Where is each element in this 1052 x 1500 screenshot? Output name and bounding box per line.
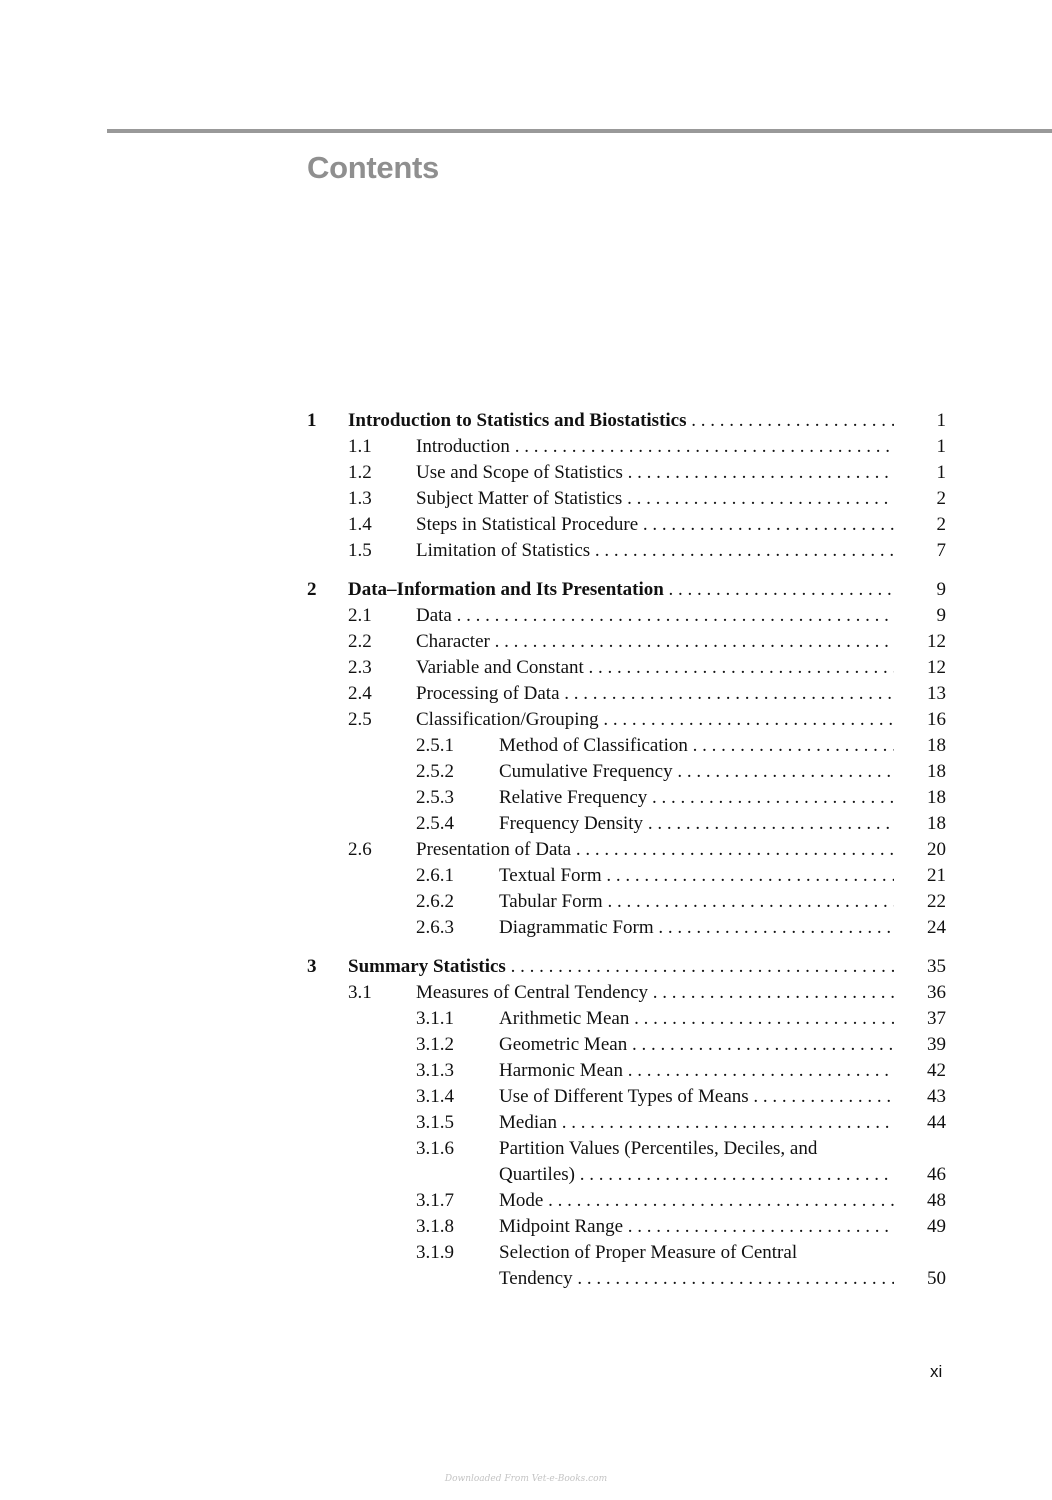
toc-entry-page: 18 — [927, 761, 946, 782]
toc-entry-page: 48 — [927, 1190, 946, 1211]
toc-entry-section[interactable] — [307, 603, 946, 629]
toc-entry-number: 2.6.2 — [416, 891, 454, 912]
leader-dots — [490, 631, 894, 652]
toc-entry-subsection[interactable] — [307, 733, 946, 759]
toc-entry-page: 22 — [927, 891, 946, 912]
leader-dots — [506, 956, 894, 977]
toc-entry-number: 3.1 — [348, 982, 372, 1003]
toc-entry-page: 12 — [927, 631, 946, 652]
leader-dots — [603, 891, 894, 912]
toc-entry-number: 1.3 — [348, 488, 372, 509]
toc-entry-subsection[interactable] — [307, 889, 946, 915]
toc-entry-page: 1 — [936, 410, 946, 431]
toc-entry-chapter[interactable] — [307, 577, 946, 603]
toc-entry-title: Character . . . — [416, 629, 894, 655]
toc-entry-number: 3 — [307, 956, 317, 977]
leader-dots — [452, 605, 894, 626]
toc-entry-title: Classification/Grouping . . . — [416, 707, 894, 733]
toc-entry-page: 18 — [927, 787, 946, 808]
leader-dots — [673, 761, 894, 782]
toc-entry-number: 2.5.2 — [416, 761, 454, 782]
toc-entry-page: 18 — [927, 735, 946, 756]
toc-entry-page: 9 — [936, 605, 946, 626]
toc-entry-title: Selection of Proper Measure of Central — [499, 1242, 798, 1263]
toc-entry-section[interactable] — [307, 629, 946, 655]
toc-entry-title: Variable and Constant . . . — [416, 655, 894, 681]
toc-entry-title: Midpoint Range . . . — [499, 1214, 894, 1240]
toc-entry-page: 13 — [927, 683, 946, 704]
leader-dots — [648, 982, 894, 1003]
toc-entry-title: Summary Statistics . . . — [348, 954, 894, 980]
toc-entry-subsection[interactable] — [307, 811, 946, 837]
leader-dots — [573, 1268, 894, 1289]
toc-entry-number: 2.5.3 — [416, 787, 454, 808]
page-number: xi — [930, 1362, 943, 1381]
toc-entry-page: 1 — [936, 436, 946, 457]
toc-entry-title: Use and Scope of Statistics . . . — [416, 460, 894, 486]
toc-entry-subsection[interactable] — [307, 1032, 946, 1058]
toc-entry-section[interactable] — [307, 486, 946, 512]
table-of-contents — [307, 408, 946, 1292]
toc-entry-title: Steps in Statistical Procedure . . . — [416, 512, 894, 538]
leader-dots — [623, 462, 894, 483]
toc-entry-number: 2.1 — [348, 605, 372, 626]
toc-entry-number: 2.3 — [348, 657, 372, 678]
toc-entry-section[interactable] — [307, 837, 946, 863]
toc-entry-title: Partition Values (Percentiles, Deciles, and — [499, 1138, 818, 1159]
toc-entry-page: 50 — [927, 1268, 946, 1289]
toc-entry-page: 37 — [927, 1008, 946, 1029]
leader-dots — [543, 1190, 894, 1211]
toc-entry-title: Median . . . — [499, 1110, 894, 1136]
toc-entry-subsection[interactable] — [307, 1084, 946, 1110]
toc-entry-number: 1.2 — [348, 462, 372, 483]
toc-entry-section[interactable] — [307, 980, 946, 1006]
toc-entry-section[interactable] — [307, 655, 946, 681]
toc-entry-number: 1.5 — [348, 540, 372, 561]
leader-dots — [599, 709, 894, 730]
toc-entry-title: Arithmetic Mean . . . — [499, 1006, 894, 1032]
toc-entry-page: 36 — [927, 982, 946, 1003]
page-title: Contents — [307, 150, 439, 185]
toc-entry-chapter[interactable] — [307, 408, 946, 434]
toc-entry-page: 21 — [927, 865, 946, 886]
toc-entry-title: Data . . . — [416, 603, 894, 629]
leader-dots — [623, 1060, 894, 1081]
top-rule — [107, 129, 1052, 133]
toc-entry-number: 2.6.3 — [416, 917, 454, 938]
leader-dots — [557, 1112, 894, 1133]
toc-entry-number: 3.1.4 — [416, 1086, 454, 1107]
leader-dots — [622, 488, 894, 509]
toc-entry-title-cont: Tendency . . . — [499, 1266, 894, 1292]
leader-dots — [623, 1216, 894, 1237]
toc-entry-number: 1.4 — [348, 514, 372, 535]
toc-entry-number: 2.5.4 — [416, 813, 454, 834]
toc-entry-title: Frequency Density . . . — [499, 811, 894, 837]
toc-entry-title: Presentation of Data . . . — [416, 837, 894, 863]
toc-entry-title: Mode . . . — [499, 1188, 894, 1214]
leader-dots — [638, 514, 894, 535]
leader-dots — [688, 735, 894, 756]
leader-dots — [602, 865, 894, 886]
toc-entry-section[interactable] — [307, 707, 946, 733]
leader-dots — [584, 657, 894, 678]
toc-entry-subsection[interactable] — [307, 1058, 946, 1084]
toc-entry-number: 1 — [307, 410, 317, 431]
toc-entry-page: 43 — [927, 1086, 946, 1107]
toc-entry-page: 18 — [927, 813, 946, 834]
toc-entry-number: 2.2 — [348, 631, 372, 652]
toc-entry-number: 2.6.1 — [416, 865, 454, 886]
toc-entry-chapter[interactable] — [307, 954, 946, 980]
toc-entry-title: Method of Classification . . . — [499, 733, 894, 759]
leader-dots — [571, 839, 894, 860]
toc-entry-subsection[interactable] — [307, 785, 946, 811]
toc-entry-page: 9 — [936, 579, 946, 600]
toc-entry-subsection[interactable] — [307, 1136, 946, 1162]
leader-dots — [647, 787, 894, 808]
leader-dots — [575, 1164, 894, 1185]
toc-entry-page: 42 — [927, 1060, 946, 1081]
toc-entry-section[interactable] — [307, 538, 946, 564]
toc-entry-page: 46 — [927, 1164, 946, 1185]
toc-entry-title-cont: Quartiles) . . . — [499, 1162, 894, 1188]
watermark: Downloaded From Vet-e-Books.com — [444, 1474, 608, 1484]
leader-dots — [627, 1034, 894, 1055]
toc-entry-continuation[interactable] — [307, 1266, 946, 1292]
toc-entry-number: 2.6 — [348, 839, 372, 860]
toc-entry-title: Harmonic Mean . . . — [499, 1058, 894, 1084]
leader-dots — [590, 540, 894, 561]
toc-entry-title: Relative Frequency . . . — [499, 785, 894, 811]
toc-entry-title: Cumulative Frequency . . . — [499, 759, 894, 785]
toc-entry-title: Measures of Central Tendency . . . — [416, 980, 894, 1006]
toc-entry-title: Data–Information and Its Presentation . . . — [348, 577, 894, 603]
toc-entry-title: Introduction . . . — [416, 434, 894, 460]
toc-entry-title: Processing of Data . . . — [416, 681, 894, 707]
toc-entry-page: 7 — [936, 540, 946, 561]
toc-entry-title: Limitation of Statistics . . . — [416, 538, 894, 564]
toc-entry-subsection[interactable] — [307, 1240, 946, 1266]
toc-entry-page: 1 — [936, 462, 946, 483]
toc-entry-page: 12 — [927, 657, 946, 678]
toc-entry-title: Introduction to Statistics and Biostatistics . . . — [348, 408, 894, 434]
toc-entry-subsection[interactable] — [307, 1214, 946, 1240]
leader-dots — [749, 1086, 894, 1107]
toc-entry-number: 3.1.6 — [416, 1138, 454, 1159]
toc-entry-page: 2 — [936, 514, 946, 535]
leader-dots — [687, 410, 894, 431]
toc-entry-section[interactable] — [307, 681, 946, 707]
toc-entry-section[interactable] — [307, 460, 946, 486]
toc-entry-page: 35 — [927, 956, 946, 977]
toc-entry-number: 2.5.1 — [416, 735, 454, 756]
toc-entry-number: 3.1.1 — [416, 1008, 454, 1029]
toc-entry-subsection[interactable] — [307, 1006, 946, 1032]
toc-entry-number: 3.1.7 — [416, 1190, 454, 1211]
toc-entry-number: 2.5 — [348, 709, 372, 730]
toc-entry-number: 3.1.3 — [416, 1060, 454, 1081]
toc-entry-title: Use of Different Types of Means . . . — [499, 1084, 894, 1110]
toc-entry-title: Tabular Form . . . — [499, 889, 894, 915]
toc-entry-subsection[interactable] — [307, 1110, 946, 1136]
leader-dots — [654, 917, 894, 938]
toc-entry-number: 3.1.2 — [416, 1034, 454, 1055]
toc-entry-subsection[interactable] — [307, 915, 946, 941]
toc-entry-page: 20 — [927, 839, 946, 860]
leader-dots — [643, 813, 894, 834]
toc-entry-page: 24 — [927, 917, 946, 938]
toc-entry-number: 2 — [307, 579, 317, 600]
toc-entry-title: Subject Matter of Statistics . . . — [416, 486, 894, 512]
toc-entry-page: 49 — [927, 1216, 946, 1237]
leader-dots — [510, 436, 894, 457]
toc-entry-page: 2 — [936, 488, 946, 509]
toc-entry-number: 3.1.8 — [416, 1216, 454, 1237]
toc-entry-title: Geometric Mean . . . — [499, 1032, 894, 1058]
toc-entry-subsection[interactable] — [307, 759, 946, 785]
toc-entry-page: 16 — [927, 709, 946, 730]
leader-dots — [629, 1008, 894, 1029]
toc-entry-number: 3.1.9 — [416, 1242, 454, 1263]
toc-entry-number: 3.1.5 — [416, 1112, 454, 1133]
leader-dots — [560, 683, 894, 704]
toc-entry-subsection[interactable] — [307, 1188, 946, 1214]
leader-dots — [664, 579, 894, 600]
toc-entry-title: Diagrammatic Form . . . — [499, 915, 894, 941]
toc-entry-number: 2.4 — [348, 683, 372, 704]
toc-entry-continuation[interactable] — [307, 1162, 946, 1188]
toc-entry-title: Textual Form . . . — [499, 863, 894, 889]
toc-entry-page: 39 — [927, 1034, 946, 1055]
toc-entry-subsection[interactable] — [307, 863, 946, 889]
toc-entry-section[interactable] — [307, 434, 946, 460]
toc-entry-number: 1.1 — [348, 436, 372, 457]
toc-entry-page: 44 — [927, 1112, 946, 1133]
toc-entry-section[interactable] — [307, 512, 946, 538]
